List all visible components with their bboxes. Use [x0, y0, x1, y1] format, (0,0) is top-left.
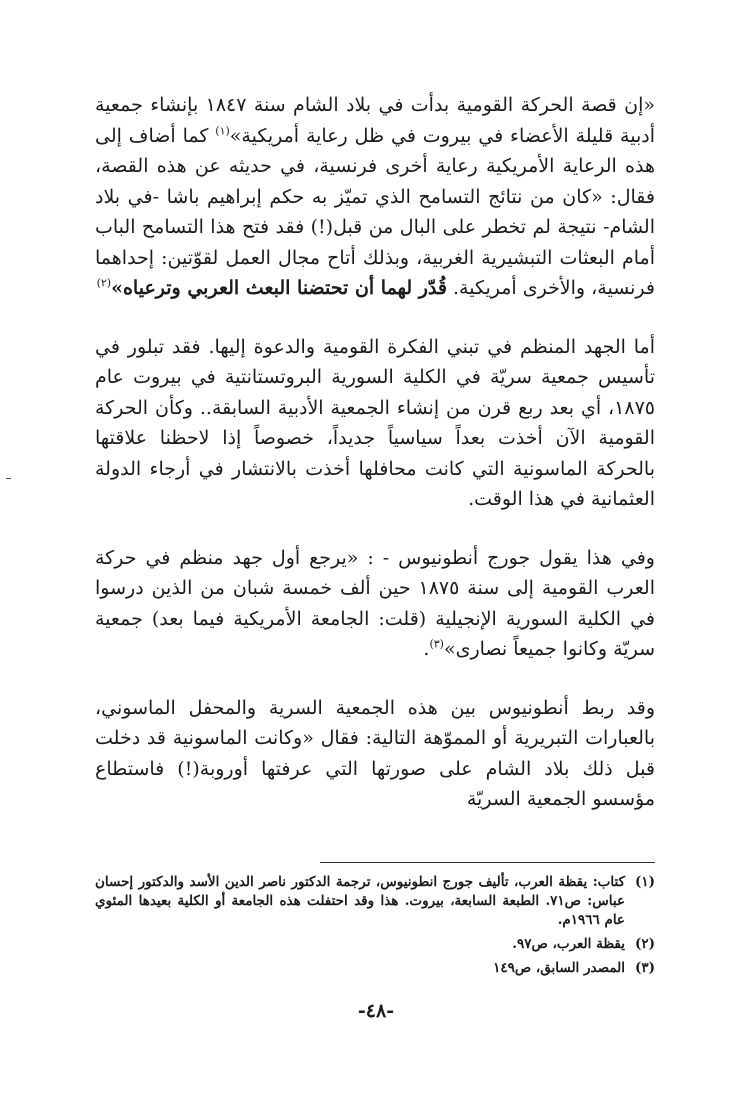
paragraph-1-text: «إن قصة الحركة القومية بدأت في بلاد الشام سنة ١٨٤٧ بإنشاء جمعية أدبية قليلة الأعضاء في بيروت في ظل رعاية أمريكية»	[95, 94, 655, 147]
footnote-2-text: يقظة العرب، ص٩٧.	[512, 936, 625, 952]
footnotes	[95, 873, 655, 983]
footnote-2	[95, 935, 655, 954]
paragraph-1-bold-quote: قُدّر لهما أن تحتضنا البعث العربي وترعياه»	[111, 277, 447, 299]
footnote-3-text: المصدر السابق، ص١٤٩	[493, 960, 625, 976]
paragraph-2	[95, 332, 655, 515]
paragraph-3-end: .	[423, 638, 430, 660]
page-number: -٤٨-	[357, 1000, 395, 1022]
paragraph-4	[95, 693, 655, 815]
footnote-2-number: (٢)	[634, 936, 655, 952]
footnote-1-text: كتاب: يقظة العرب، تأليف جورج انطونيوس، ترجمة الدكتور ناصر الدين الأسد والدكتور إحسان عباس: ص٧١. الطبعة السابعة، بيروت. هذا وقد احتفلت هذه الجامعة أو الكلية بعيدها المئوي عام ١٩٦٦م.	[95, 874, 625, 928]
paragraph-1	[95, 90, 655, 304]
paragraph-4-text: وقد ربط أنطونيوس بين هذه الجمعية السرية والمحفل الماسوني، بالعبارات التبريرية أو المموّهة التالية: فقال «وكانت الماسونية قد دخلت قبل ذلك بلاد الشام على صورتها التي عرفتها أوروبة(!) فاستطاع مؤسسو الجمعية السريّة	[95, 696, 655, 810]
paragraph-3	[95, 543, 655, 665]
footnote-ref-1[interactable]: (١)	[215, 124, 230, 138]
footnote-divider	[320, 862, 655, 863]
paragraph-1-text-continued: كما أضاف إلى هذه الرعاية الأمريكية رعاية أخرى فرنسية، في حديثه عن هذه القصة، فقال: «كان من نتائج التسامح الذي تميّز به حكم إبراهيم باشا -في بلاد الشام- نتيجة لم تخطر على البال من قبل(!) فقد فتح هذا التسامح الباب أمام البعثات التبشيرية الغربية، وبذلك أتاح مجال العمل لقوّتين: إحداهما فرنسية، والأخرى أمريكية.	[95, 124, 655, 299]
scan-edge-mark	[6, 478, 11, 479]
footnote-ref-2[interactable]: (٢)	[96, 276, 112, 290]
footnote-1	[95, 873, 655, 930]
footnote-3-number: (٣)	[634, 960, 655, 976]
page-body	[95, 90, 655, 815]
footnote-1-number: (١)	[634, 874, 655, 890]
paragraph-3-text: وفي هذا يقول جورج أنطونيوس - : «يرجع أول جهد منظم في حركة العرب القومية إلى سنة ١٨٧٥ حين ألف خمسة شبان من الذين درسوا في الكلية السورية الإنجيلية (قلت: الجامعة الأمريكية فيما بعد) جمعية سريّة وكانوا جميعاً نصارى»	[95, 546, 655, 660]
footnote-3	[95, 959, 655, 978]
footnote-ref-3[interactable]: (٣)	[429, 637, 444, 651]
paragraph-2-text: أما الجهد المنظم في تبني الفكرة القومية والدعوة إليها. فقد تبلور في تأسيس جمعية سريّة في الكلية السورية البروتستانتية في بيروت عام ١٨٧٥، أي بعد ربع قرن من إنشاء الجمعية الأدبية السابقة.. وكأن الحركة القومية الآن أخذت بعداً سياسياً جديداً، خصوصاً إذا لاحظنا علاقتها بالحركة الماسونية التي كانت محافلها أخذت بالانتشار في أرجاء الدولة العثمانية في هذا الوقت.	[95, 335, 655, 510]
